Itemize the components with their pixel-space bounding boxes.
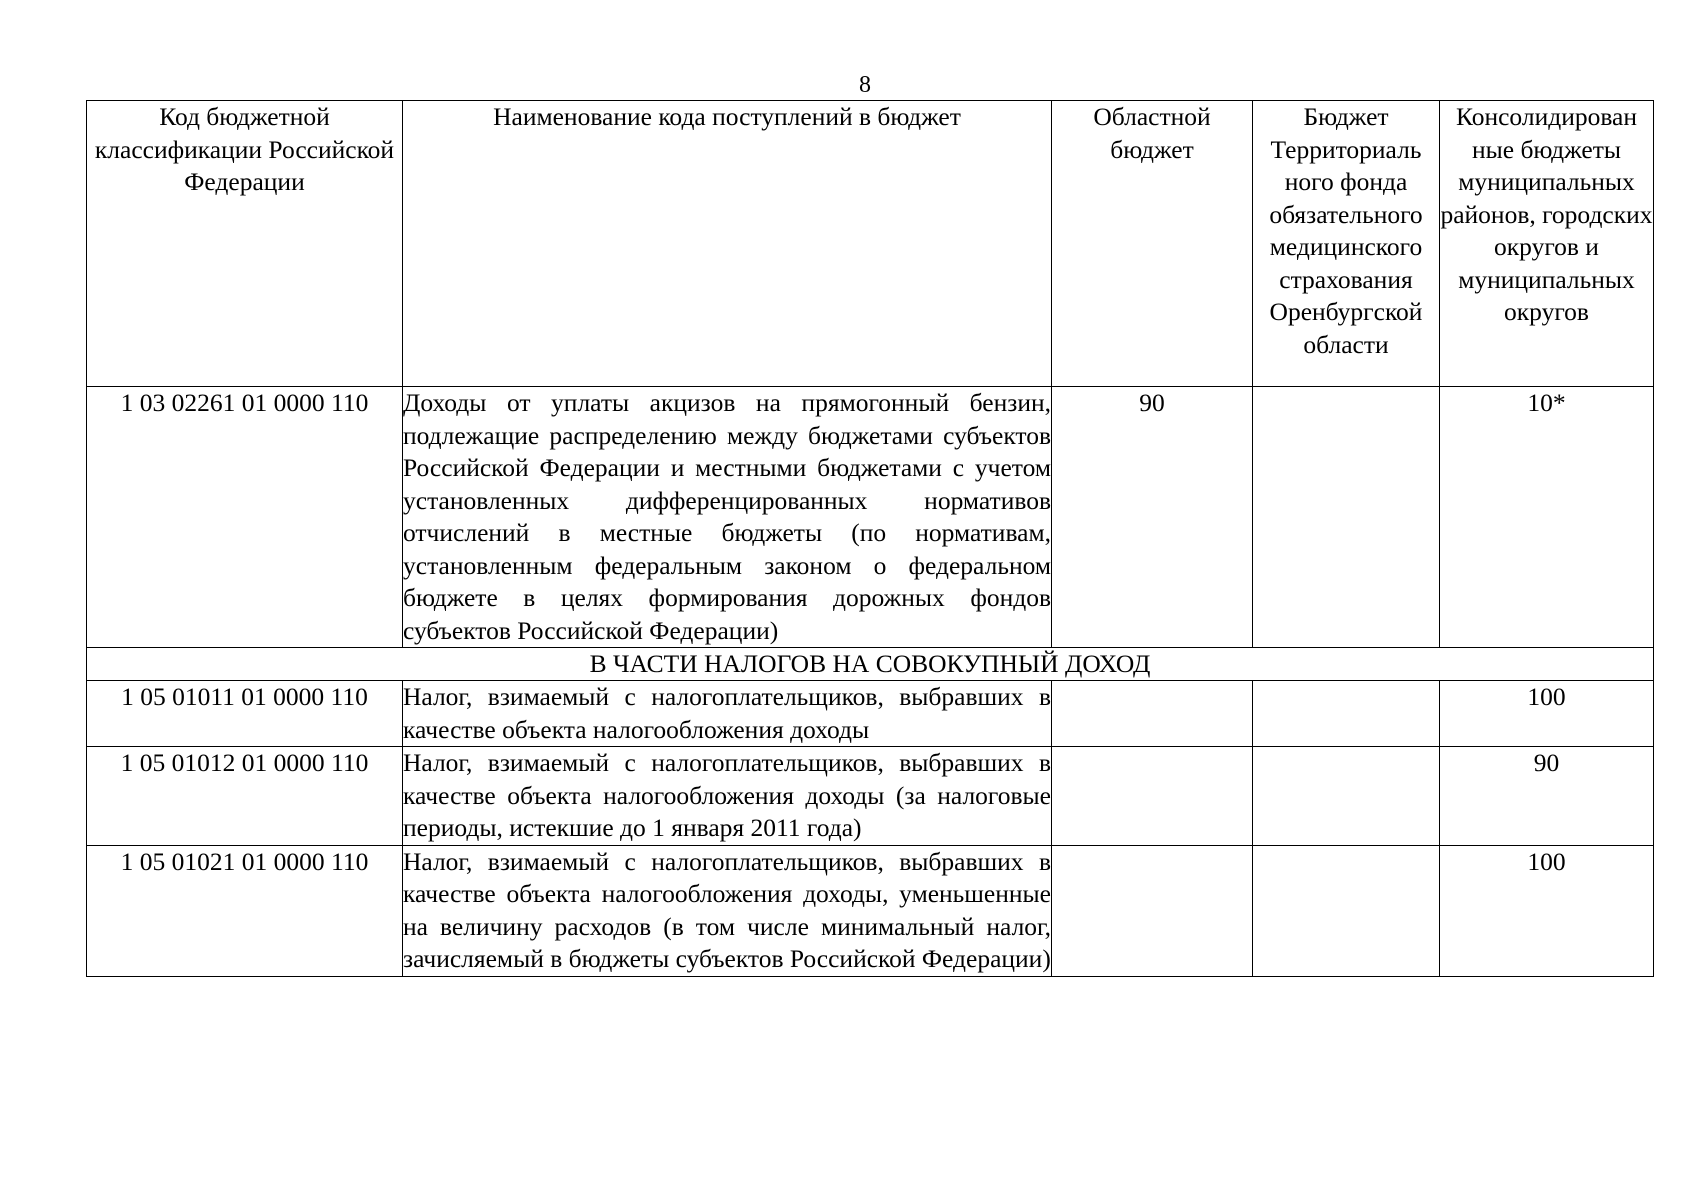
row-regional-value: 90 (1052, 387, 1253, 648)
row-tfoms-value (1253, 747, 1440, 846)
row-regional-value (1052, 845, 1253, 976)
section-header-row (87, 648, 1654, 681)
row-name: Налог, взимаемый с налогоплательщиков, выбравших в качестве объекта налогообложения доходы, уменьшенные на величину расходов (в том числе минимальный налог, зачисляемый в бюджеты субъектов Российской Федерации) (403, 845, 1052, 976)
row-municipal-value: 100 (1440, 845, 1654, 976)
row-municipal-value: 100 (1440, 681, 1654, 747)
row-name: Налог, взимаемый с налогоплательщиков, выбравших в качестве объекта налогообложения доходы (403, 681, 1052, 747)
section-title: В ЧАСТИ НАЛОГОВ НА СОВОКУПНЫЙ ДОХОД (87, 648, 1654, 681)
table-row (87, 387, 1654, 648)
row-tfoms-value (1253, 387, 1440, 648)
header-name: Наименование кода поступлений в бюджет (403, 101, 1052, 387)
header-municipal-budgets: Консолидирован ные бюджеты муниципальных районов, городских округов и муниципальных округов (1440, 101, 1654, 387)
table-row (87, 845, 1654, 976)
table-row (87, 747, 1654, 846)
table-header-row (87, 101, 1654, 387)
row-code: 1 03 02261 01 0000 110 (87, 387, 403, 648)
row-regional-value (1052, 747, 1253, 846)
row-name: Налог, взимаемый с налогоплательщиков, выбравших в качестве объекта налогообложения доходы (за налоговые периоды, истекшие до 1 января 2011 года) (403, 747, 1052, 846)
header-tfoms-budget: Бюджет Территориаль ного фонда обязательного медицинского страхования Оренбургской области (1253, 101, 1440, 387)
row-tfoms-value (1253, 845, 1440, 976)
row-code: 1 05 01011 01 0000 110 (87, 681, 403, 747)
page-number: 8 (859, 72, 871, 98)
header-regional-budget: Областной бюджет (1052, 101, 1253, 387)
table-row (87, 681, 1654, 747)
row-regional-value (1052, 681, 1253, 747)
row-name: Доходы от уплаты акцизов на прямогонный бензин, подлежащие распределению между бюджетами субъектов Российской Федерации и местными бюджетами с учетом установленных дифференцированных нормативов отчислений в местные бюджеты (по нормативам, установленным федеральным законом о федеральном бюджете в целях формирования дорожных фондов субъектов Российской Федерации) (403, 387, 1052, 648)
row-code: 1 05 01012 01 0000 110 (87, 747, 403, 846)
row-municipal-value: 10* (1440, 387, 1654, 648)
row-code: 1 05 01021 01 0000 110 (87, 845, 403, 976)
row-tfoms-value (1253, 681, 1440, 747)
budget-distribution-table (86, 100, 1654, 977)
header-code: Код бюджетной классификации Российской Федерации (87, 101, 403, 387)
row-municipal-value: 90 (1440, 747, 1654, 846)
